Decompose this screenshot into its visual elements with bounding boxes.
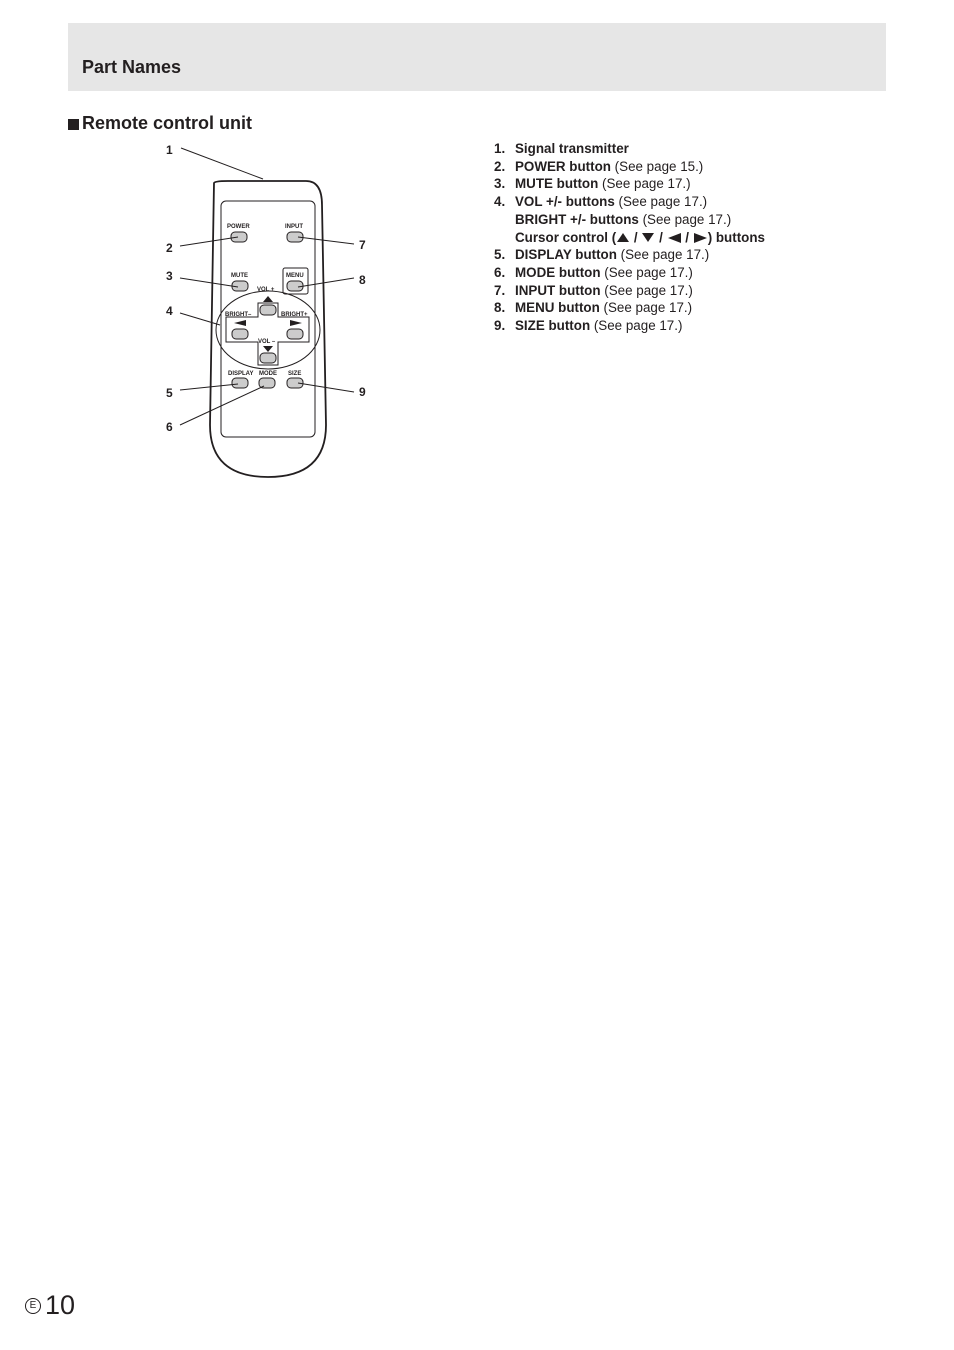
list-item: 8. MENU button (See page 17.) <box>494 300 693 316</box>
up-triangle-icon <box>617 233 629 242</box>
display-button <box>232 378 248 388</box>
callout-7: 7 <box>359 238 366 252</box>
callout-4: 4 <box>166 304 173 318</box>
size-label: SIZE <box>288 371 302 377</box>
up-button <box>260 305 276 315</box>
list-item: 6. MODE button (See page 17.) <box>494 264 693 280</box>
mode-button <box>259 378 275 388</box>
down-button <box>260 353 276 363</box>
right-triangle-icon <box>694 233 707 243</box>
left-triangle-icon <box>668 233 681 243</box>
list-item: 3. MUTE button (See page 17.) <box>494 176 691 192</box>
callout-1: 1 <box>166 143 173 157</box>
vol-plus-label: VOL + <box>257 287 275 293</box>
mute-label: MUTE <box>231 273 248 279</box>
section-header <box>68 23 886 91</box>
list-item: 9. SIZE button (See page 17.) <box>494 318 683 334</box>
list-item: 5. DISPLAY button (See page 17.) <box>494 247 710 263</box>
page-title: Part Names <box>82 57 182 77</box>
list-item: 4. VOL +/- buttons (See page 17.) BRIGHT +/- buttons (See page 17.) Cursor control ( / / / ) buttons <box>494 194 765 245</box>
page-number <box>25 1290 75 1321</box>
square-bullet-icon <box>68 119 79 130</box>
list-item: 1. Signal transmitter <box>494 141 629 156</box>
input-label: INPUT <box>285 224 303 230</box>
vol-minus-label: VOL – <box>258 339 276 345</box>
mode-label: MODE <box>259 371 277 377</box>
language-badge: E <box>25 1298 41 1314</box>
section-heading <box>68 113 252 134</box>
bright-plus-label: BRIGHT+ <box>281 312 308 318</box>
page-number-text: 10 <box>45 1290 76 1320</box>
part-names-list <box>494 140 765 335</box>
callout-3: 3 <box>166 269 173 283</box>
left-button <box>232 329 248 339</box>
callout-5: 5 <box>166 386 173 400</box>
display-label: DISPLAY <box>228 371 254 377</box>
callout-2: 2 <box>166 241 173 255</box>
section-title: Remote control unit <box>82 113 252 133</box>
menu-button <box>287 281 303 291</box>
right-button <box>287 329 303 339</box>
list-item: 2. POWER button (See page 15.) <box>494 158 704 174</box>
menu-label: MENU <box>286 273 304 279</box>
callout-8: 8 <box>359 273 366 287</box>
remote-control-illustration <box>150 135 390 485</box>
list-item: 7. INPUT button (See page 17.) <box>494 282 693 298</box>
callout-6: 6 <box>166 420 173 434</box>
power-label: POWER <box>227 224 250 230</box>
bright-minus-label: BRIGHT– <box>225 312 252 318</box>
down-triangle-icon <box>642 233 654 242</box>
callout-9: 9 <box>359 385 366 399</box>
power-button <box>231 232 247 242</box>
